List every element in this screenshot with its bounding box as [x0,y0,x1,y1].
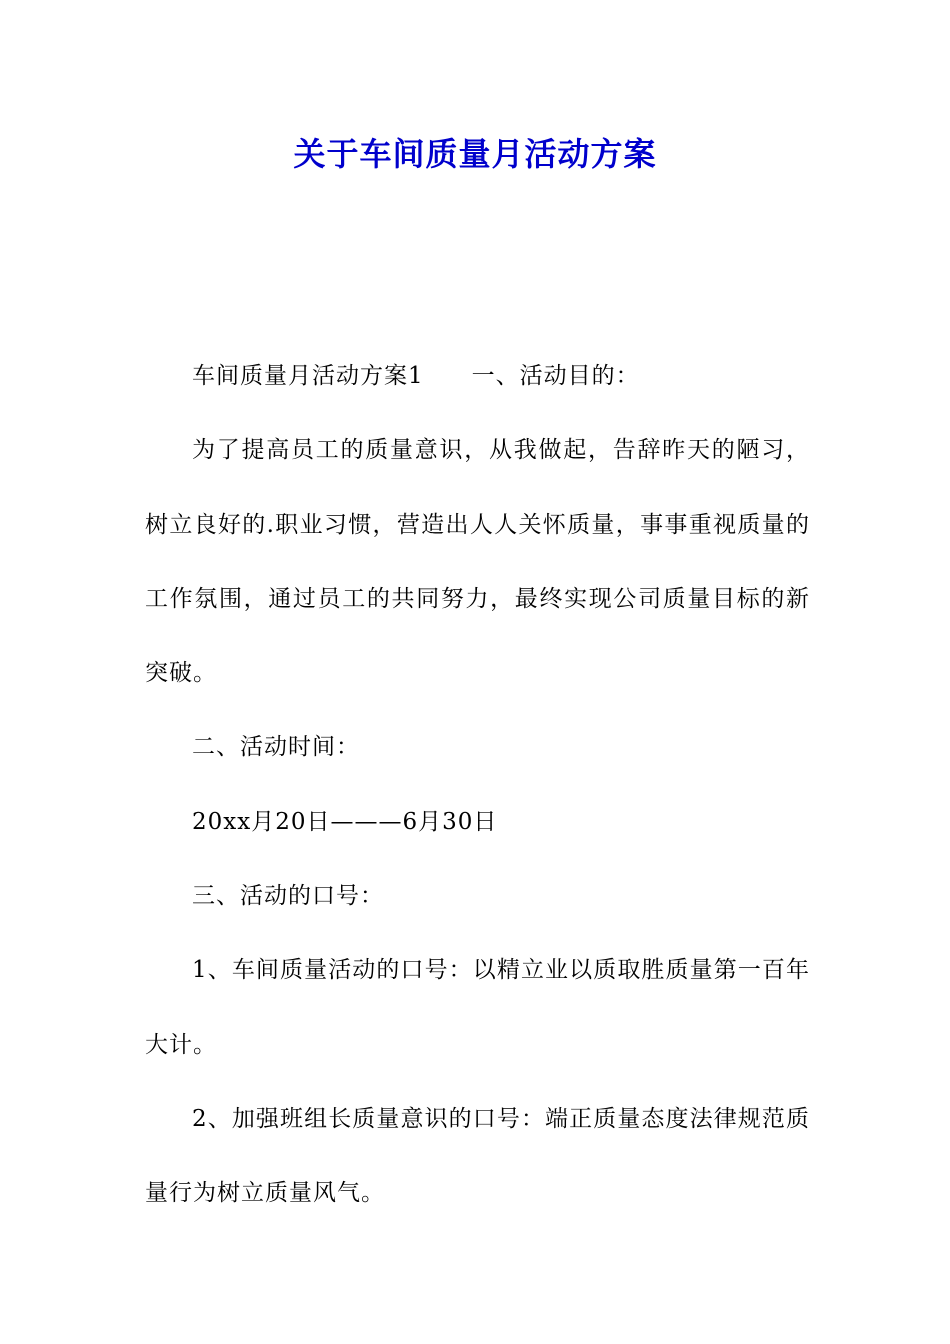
heading-activity-purpose: 一、活动目的： [471,363,640,389]
document-title: 关于车间质量月活动方案 [293,135,657,173]
paragraph: 为了提高员工的质量意识，从我做起，告辞昨天的陋习，树立良好的.职业习惯，营造出人人关怀质量，事事重视质量的工作氛围，通过员工的共同努力，最终实现公司质量目标的新突破。 [145,437,810,687]
section-title-plan-1: 车间质量月活动方案1 [192,363,424,389]
paragraph: 1、车间质量活动的口号：以精立业以质取胜质量第一百年大计。 [145,957,810,1058]
paragraph: 三、活动的口号： [192,883,384,910]
document-body [145,339,810,1231]
paragraph: 20xx月20日———6月30日 [192,808,498,835]
paragraph: 2、加强班组长质量意识的口号：端正质量态度法律规范质量行为树立质量风气。 [145,1105,810,1207]
paragraph: 二、活动时间： [192,734,360,761]
paragraph [145,339,810,413]
